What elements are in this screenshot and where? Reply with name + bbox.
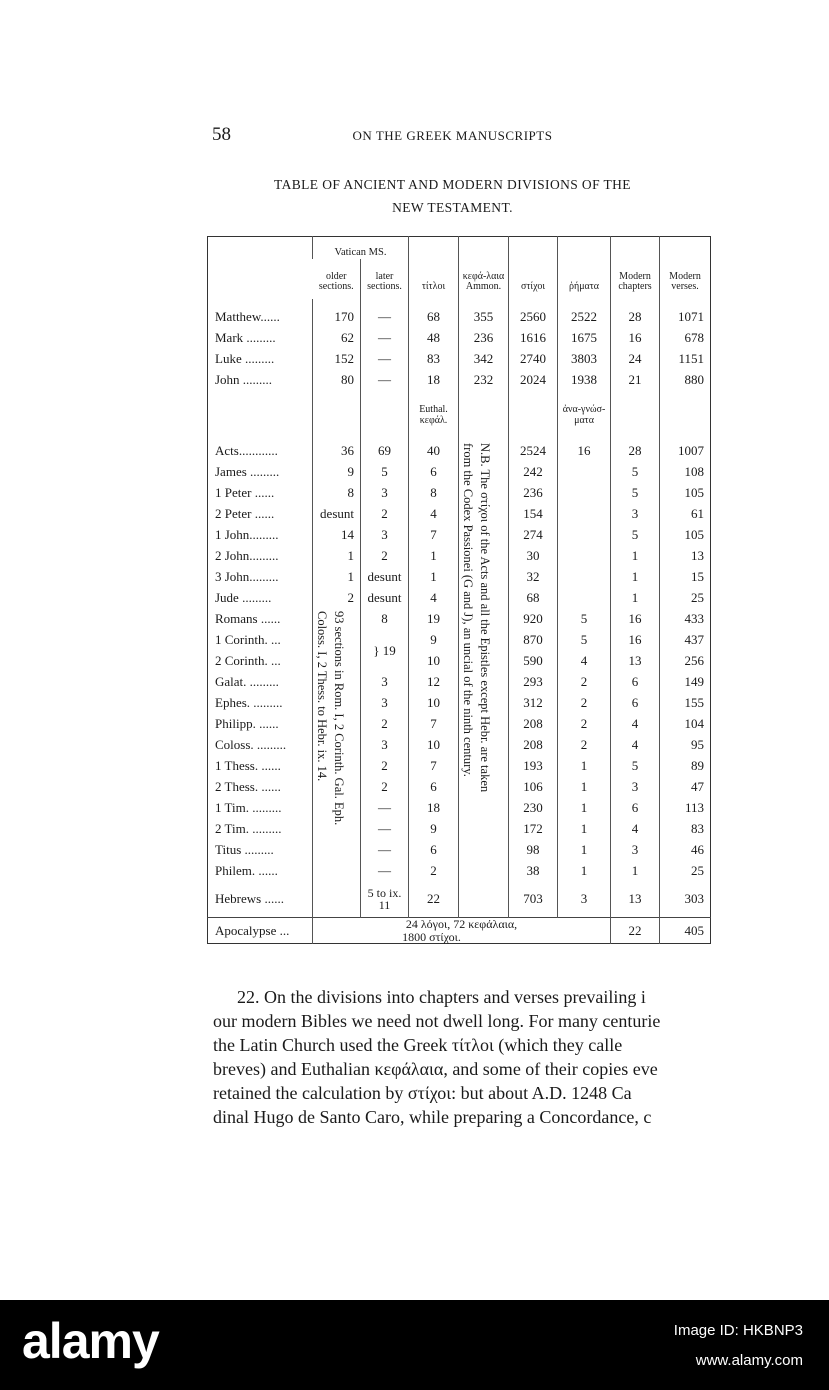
watermark-image-id: Image ID: HKBNP3: [673, 1322, 803, 1339]
older-sections-note: [313, 609, 361, 918]
later-sections: 2: [361, 756, 409, 777]
book-name: Romans ......: [215, 611, 281, 627]
titloi-value: 1: [409, 567, 459, 588]
verses-value: 405: [660, 918, 711, 944]
later-sections: 3: [361, 525, 409, 546]
verses-value: 25: [660, 861, 711, 882]
stichoi-value: 38: [509, 861, 558, 882]
stichoi-value: 293: [509, 672, 558, 693]
older-sections: desunt: [313, 504, 361, 525]
header-rhemata: ῥήματα: [558, 237, 611, 299]
titloi-value: 12: [409, 672, 459, 693]
rhemata-value: 1: [558, 861, 611, 882]
rhemata-value: [558, 483, 611, 504]
rhemata-value: 5: [558, 630, 611, 651]
kephalaia-value: 355: [459, 307, 509, 328]
stichoi-value: 172: [509, 819, 558, 840]
spacer-cell: [313, 299, 361, 307]
spacer-cell: [409, 299, 459, 307]
table-row: [208, 349, 711, 370]
book-name: Hebrews ......: [215, 891, 284, 907]
book-name: 3 John.........: [215, 569, 279, 585]
stichoi-value: 2560: [509, 307, 558, 328]
chapters-value: 13: [611, 651, 660, 672]
verses-value: 46: [660, 840, 711, 861]
chapters-value: 1: [611, 588, 660, 609]
chapters-value: 4: [611, 819, 660, 840]
titloi-value: 8: [409, 483, 459, 504]
titloi-value: 22: [409, 882, 459, 918]
verses-value: 1071: [660, 307, 711, 328]
empty-cell: [361, 391, 409, 441]
verses-value: 25: [660, 588, 711, 609]
stichoi-value: 208: [509, 735, 558, 756]
empty-cell: [611, 391, 660, 441]
body-line: dinal Hugo de Santo Caro, while preparing a Concordance, c: [213, 1107, 652, 1127]
book-name: 2 John.........: [215, 548, 279, 564]
older-sections: 152: [313, 349, 361, 370]
body-line: our modern Bibles we need not dwell long. For many centurie: [213, 1011, 661, 1031]
stichoi-value: 703: [509, 882, 558, 918]
older-note-line1: 93 sections in Rom. I, 2 Corinth. Gal. Eph.: [331, 610, 346, 825]
older-sections: 1: [313, 546, 361, 567]
older-sections: 80: [313, 370, 361, 391]
subheader-euthal: Euthal. κεφάλ.: [409, 391, 459, 441]
chapters-value: 1: [611, 546, 660, 567]
verses-value: 105: [660, 525, 711, 546]
titloi-value: 9: [409, 819, 459, 840]
chapters-value: 5: [611, 462, 660, 483]
later-sections: 3: [361, 693, 409, 714]
apocalypse-row: [208, 918, 711, 944]
chapters-value: 28: [611, 307, 660, 328]
stichoi-value: 236: [509, 483, 558, 504]
stichoi-value: 2024: [509, 370, 558, 391]
rhemata-value: 2: [558, 672, 611, 693]
book-name: Philipp. ......: [215, 716, 279, 732]
titloi-value: 83: [409, 349, 459, 370]
titloi-value: 1: [409, 546, 459, 567]
titloi-value: 7: [409, 756, 459, 777]
titloi-value: 6: [409, 840, 459, 861]
rhemata-value: 1: [558, 819, 611, 840]
book-name: 1 Tim. .........: [215, 800, 282, 816]
watermark-logo: alamy: [22, 1313, 159, 1369]
older-sections: 62: [313, 328, 361, 349]
stichoi-value: 870: [509, 630, 558, 651]
subheader-row: [208, 391, 711, 441]
titloi-value: 10: [409, 651, 459, 672]
table-row: [208, 441, 711, 462]
older-sections: 36: [313, 441, 361, 462]
spacer-cell: [361, 299, 409, 307]
book-name: 2 Peter ......: [215, 506, 275, 522]
chapters-value: 4: [611, 714, 660, 735]
stichoi-value: 98: [509, 840, 558, 861]
rhemata-value: 5: [558, 609, 611, 630]
titloi-value: 18: [409, 370, 459, 391]
rhemata-value: 2: [558, 714, 611, 735]
chapters-value: 6: [611, 798, 660, 819]
book-name: 1 Thess. ......: [215, 758, 281, 774]
later-sections: —: [361, 370, 409, 391]
subheader-anagnosmata: ἀνα-γνώσ-ματα: [558, 391, 611, 441]
stichoi-value: 32: [509, 567, 558, 588]
later-sections: —: [361, 819, 409, 840]
titloi-value: 6: [409, 777, 459, 798]
body-paragraph: [213, 985, 722, 1129]
empty-cell: [459, 391, 509, 441]
chapters-value: 16: [611, 609, 660, 630]
body-line: retained the calculation by στίχοι: but about A.D. 1248 Ca: [213, 1083, 632, 1103]
book-name: 1 Peter ......: [215, 485, 275, 501]
apocalypse-note-line: 24 λόγοι, 72 κεφάλαια,: [405, 917, 518, 931]
kephalaia-note-text: [459, 443, 493, 792]
verses-value: 13: [660, 546, 711, 567]
book-name: Coloss. .........: [215, 737, 287, 753]
chapters-value: 3: [611, 504, 660, 525]
titloi-value: 6: [409, 462, 459, 483]
chapters-value: 3: [611, 840, 660, 861]
titloi-value: 10: [409, 735, 459, 756]
empty-cell: [313, 391, 361, 441]
empty-cell: [509, 391, 558, 441]
verses-value: 437: [660, 630, 711, 651]
chapters-value: 4: [611, 735, 660, 756]
older-sections: 14: [313, 525, 361, 546]
table-row: [208, 307, 711, 328]
rhemata-value: 2522: [558, 307, 611, 328]
verses-value: 678: [660, 328, 711, 349]
rhemata-value: 1675: [558, 328, 611, 349]
rhemata-value: [558, 525, 611, 546]
header-older: older sections.: [318, 270, 354, 292]
rhemata-value: [558, 567, 611, 588]
verses-value: 15: [660, 567, 711, 588]
table-title-line2: NEW TESTAMENT.: [392, 200, 513, 215]
later-sections: —: [361, 328, 409, 349]
verses-value: 83: [660, 819, 711, 840]
book-name: John .........: [215, 372, 273, 388]
verses-value: 108: [660, 462, 711, 483]
older-sections: 8: [313, 483, 361, 504]
stichoi-value: 193: [509, 756, 558, 777]
spacer-cell: [509, 299, 558, 307]
later-sections: —: [361, 798, 409, 819]
rhemata-value: 1: [558, 798, 611, 819]
later-sections: 3: [361, 672, 409, 693]
titloi-value: 18: [409, 798, 459, 819]
verses-value: 880: [660, 370, 711, 391]
book-name: Galat. .........: [215, 674, 279, 690]
header-stichoi: στίχοι: [509, 237, 558, 299]
chapters-value: 5: [611, 756, 660, 777]
titloi-value: 7: [409, 714, 459, 735]
rhemata-value: 4: [558, 651, 611, 672]
chapters-value: 5: [611, 483, 660, 504]
stichoi-value: 312: [509, 693, 558, 714]
verses-value: 155: [660, 693, 711, 714]
stichoi-value: 30: [509, 546, 558, 567]
header-later: later sections.: [361, 259, 409, 299]
rhemata-value: 2: [558, 693, 611, 714]
spacer-cell: [208, 299, 313, 307]
book-name: James .........: [215, 464, 280, 480]
chapters-value: 21: [611, 370, 660, 391]
titloi-value: 10: [409, 693, 459, 714]
titloi-value: 48: [409, 328, 459, 349]
stichoi-value: 242: [509, 462, 558, 483]
rhemata-value: 1938: [558, 370, 611, 391]
divisions-table: [207, 236, 711, 944]
later-sections: 2: [361, 504, 409, 525]
titloi-value: 40: [409, 441, 459, 462]
book-name: Luke .........: [215, 351, 275, 367]
book-name: Acts............: [215, 443, 278, 459]
older-note-text: [313, 611, 347, 825]
body-line: the Latin Church used the Greek τίτλοι (which they calle: [213, 1035, 623, 1055]
stichoi-value: 274: [509, 525, 558, 546]
later-sections: 2: [361, 777, 409, 798]
verses-value: 256: [660, 651, 711, 672]
titloi-value: 4: [409, 588, 459, 609]
spacer-cell: [611, 299, 660, 307]
later-sections: —: [361, 349, 409, 370]
running-head: ON THE GREEK MANUSCRIPTS: [352, 128, 553, 143]
older-sections: 170: [313, 307, 361, 328]
rhemata-value: [558, 546, 611, 567]
rhemata-value: 16: [558, 441, 611, 462]
chapters-value: 13: [611, 882, 660, 918]
watermark-url: www.alamy.com: [695, 1352, 803, 1369]
later-sections: 69: [361, 441, 409, 462]
kephalaia-note-line1: N.B. The στίχοι of the Acts and all the Epistles except Hebr. are taken: [477, 442, 492, 792]
verses-value: 149: [660, 672, 711, 693]
older-note-line2: Coloss. I, 2 Thess. to Hebr. ix. 14.: [314, 610, 329, 781]
table-row: [208, 370, 711, 391]
body-line: 22. On the divisions into chapters and verses prevailing i: [237, 987, 646, 1007]
chapters-value: 16: [611, 630, 660, 651]
kephalaia-value: 232: [459, 370, 509, 391]
header-kephalaia: κεφά-λαια Ammon.: [459, 237, 509, 299]
stichoi-value: 230: [509, 798, 558, 819]
stichoi-value: 208: [509, 714, 558, 735]
spacer-cell: [459, 299, 509, 307]
chapters-value: 16: [611, 328, 660, 349]
chapters-value: 28: [611, 441, 660, 462]
rhemata-value: 3: [558, 882, 611, 918]
book-name: Philem. ......: [215, 863, 278, 879]
stichoi-value: 920: [509, 609, 558, 630]
verses-value: 61: [660, 504, 711, 525]
later-sections: 3: [361, 483, 409, 504]
titloi-value: 7: [409, 525, 459, 546]
kephalaia-note-line2: from the Codex Passionei (G and J), an uncial of the ninth century.: [460, 442, 475, 777]
verses-value: 1007: [660, 441, 711, 462]
later-sections: 2: [361, 714, 409, 735]
book-name: 1 Corinth. ...: [215, 632, 281, 648]
titloi-value: 4: [409, 504, 459, 525]
stichoi-value: 2524: [509, 441, 558, 462]
rhemata-value: [558, 504, 611, 525]
stichoi-value: 2740: [509, 349, 558, 370]
book-name: 2 Thess. ......: [215, 779, 281, 795]
verses-value: 89: [660, 756, 711, 777]
later-sections: 5 to ix. 11: [361, 882, 409, 918]
rhemata-value: 3803: [558, 349, 611, 370]
book-name: 2 Tim. .........: [215, 821, 282, 837]
stichoi-value: 154: [509, 504, 558, 525]
verses-value: 104: [660, 714, 711, 735]
body-line: breves) and Euthalian κεφάλαια, and some of their copies eve: [213, 1059, 658, 1079]
rhemata-value: [558, 588, 611, 609]
apocalypse-note: [313, 918, 611, 944]
book-name: 1 John.........: [215, 527, 279, 543]
titloi-value: 2: [409, 861, 459, 882]
verses-value: 1151: [660, 349, 711, 370]
later-sections: 2: [361, 546, 409, 567]
spacer-cell: [558, 299, 611, 307]
book-name: Apocalypse ...: [208, 918, 313, 944]
header-verses: Modern verses.: [660, 237, 711, 299]
book-name: Titus .........: [215, 842, 274, 858]
verses-value: 433: [660, 609, 711, 630]
titloi-value: 68: [409, 307, 459, 328]
verses-value: 105: [660, 483, 711, 504]
verses-value: 95: [660, 735, 711, 756]
spacer-cell: [660, 299, 711, 307]
rhemata-value: 1: [558, 840, 611, 861]
verses-value: 113: [660, 798, 711, 819]
table-row: [208, 328, 711, 349]
empty-cell: [660, 391, 711, 441]
older-sections: 1: [313, 567, 361, 588]
chapters-value: 6: [611, 693, 660, 714]
book-name: Mark .........: [215, 330, 276, 346]
book-name: Jude .........: [215, 590, 272, 606]
titloi-value: 19: [409, 609, 459, 630]
chapters-value: 6: [611, 672, 660, 693]
table-title: TABLE OF ANCIENT AND MODERN DIVISIONS OF THE: [274, 177, 631, 192]
stichoi-value: 590: [509, 651, 558, 672]
header-vatican: Vatican MS.: [313, 237, 409, 259]
kephalaia-value: 342: [459, 349, 509, 370]
stichoi-value: 68: [509, 588, 558, 609]
book-name: 2 Corinth. ...: [215, 653, 281, 669]
rhemata-value: [558, 462, 611, 483]
chapters-value: 1: [611, 567, 660, 588]
later-sections: —: [361, 840, 409, 861]
later-sections: 5: [361, 462, 409, 483]
header-chapters: Modern chapters: [611, 237, 660, 299]
later-sections: —: [361, 861, 409, 882]
later-sections: desunt: [361, 567, 409, 588]
kephalaia-value: 236: [459, 328, 509, 349]
later-sections: desunt: [361, 588, 409, 609]
rhemata-value: 1: [558, 777, 611, 798]
titloi-value: 9: [409, 630, 459, 651]
watermark-bar: [0, 1300, 829, 1390]
empty-cell: [208, 391, 313, 441]
verses-value: 47: [660, 777, 711, 798]
chapters-value: 22: [611, 918, 660, 944]
header-book: [208, 237, 313, 299]
older-sections: 2: [313, 588, 361, 609]
chapters-value: 24: [611, 349, 660, 370]
page-number: 58: [212, 124, 231, 145]
stichoi-value: 106: [509, 777, 558, 798]
rhemata-value: 1: [558, 756, 611, 777]
apocalypse-note-line: 1800 στίχοι.: [402, 929, 461, 944]
later-sections: 8: [361, 609, 409, 630]
book-name: Ephes. .........: [215, 695, 283, 711]
older-sections: 9: [313, 462, 361, 483]
stichoi-value: 1616: [509, 328, 558, 349]
chapters-value: 3: [611, 777, 660, 798]
later-sections: } 19: [361, 630, 409, 672]
chapters-value: 1: [611, 861, 660, 882]
chapters-value: 5: [611, 525, 660, 546]
header-titloi: τίτλοι: [409, 237, 459, 299]
verses-value: 303: [660, 882, 711, 918]
book-name: Matthew......: [215, 309, 280, 325]
rhemata-value: 2: [558, 735, 611, 756]
kephalaia-note: [459, 441, 509, 918]
later-sections: —: [361, 307, 409, 328]
spacer-row: [208, 299, 711, 307]
later-sections: 3: [361, 735, 409, 756]
